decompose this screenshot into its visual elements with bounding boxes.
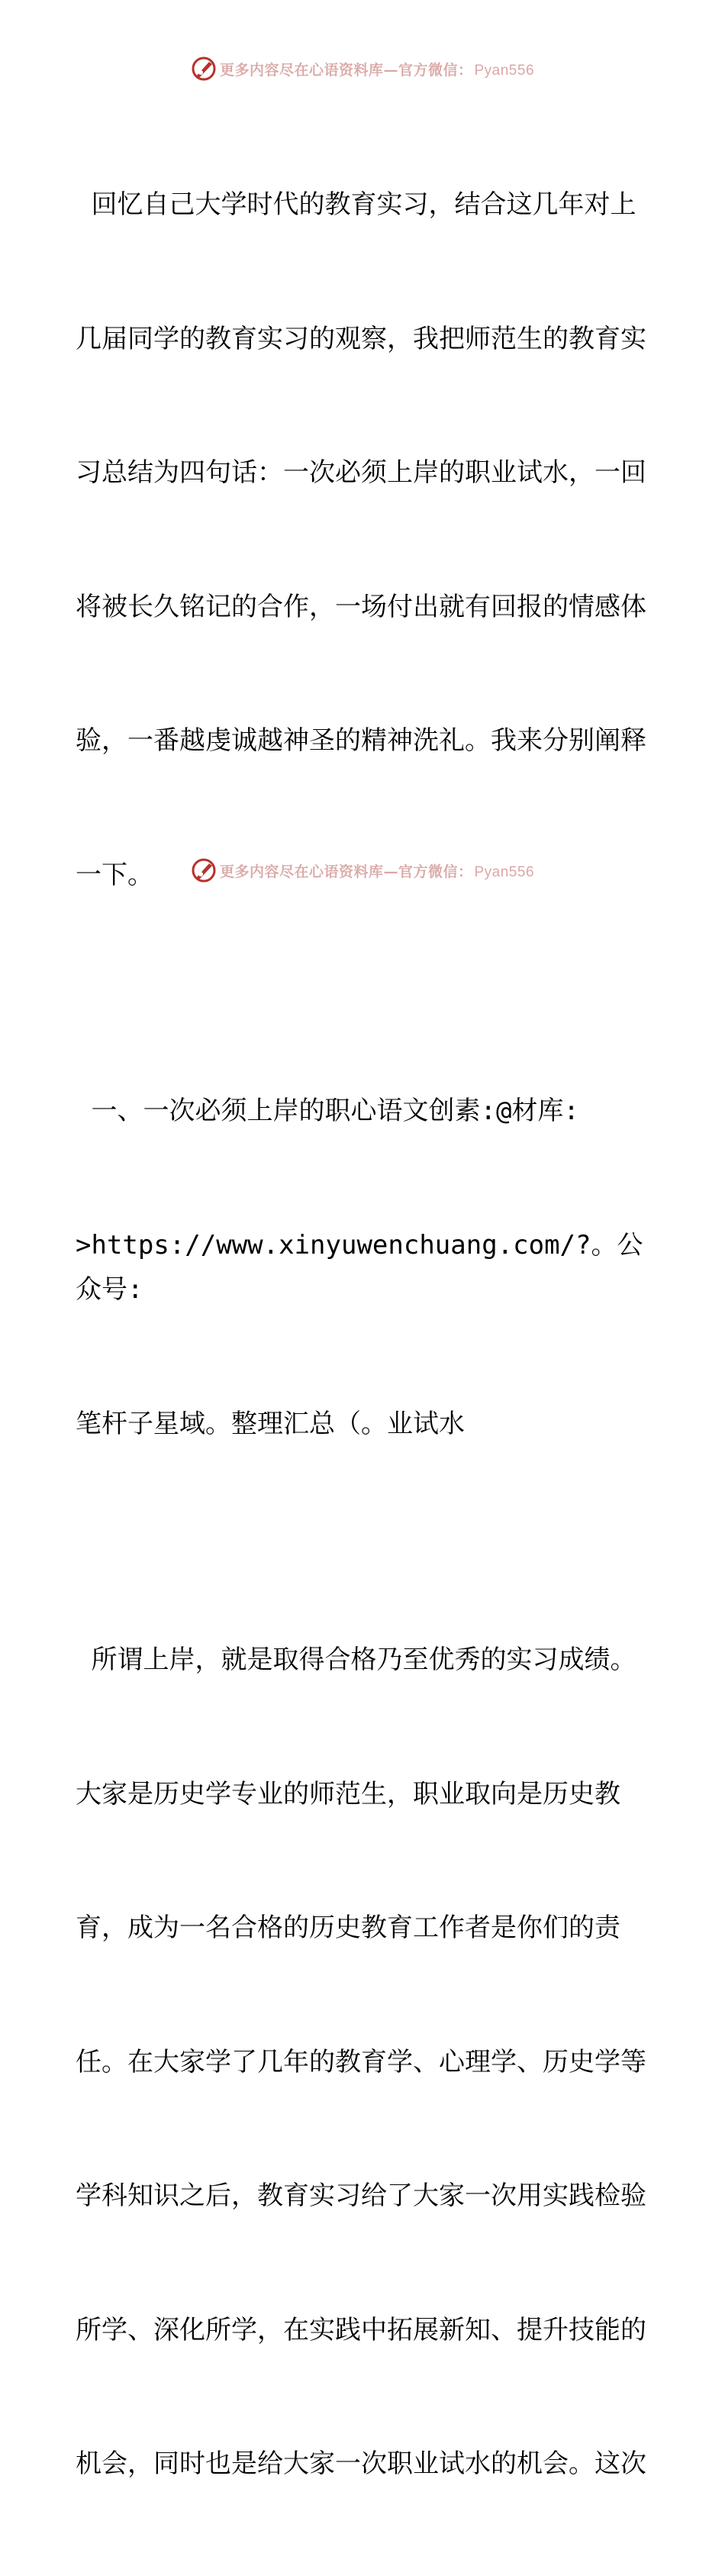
text-line: 验，一番越虔诚越神圣的精神洗礼。我来分别阐释 (76, 725, 646, 756)
text-line: 任。在大家学了几年的教育学、心理学、历史学等 (76, 2046, 646, 2077)
header-banner-label: 更多内容尽在心语资料库—官方微信： (219, 61, 473, 79)
document-body (76, 93, 656, 2576)
footer-banner (0, 855, 725, 886)
footer-wechat-id: Pyan556 (474, 864, 535, 880)
footer-banner-text (220, 860, 534, 881)
footer-banner-label: 更多内容尽在心语资料库—官方微信： (219, 863, 473, 880)
text-line: 所谓上岸，就是取得合格乃至优秀的实习成绩。 (76, 1645, 636, 1675)
text-line: 所学、深化所学，在实践中拓展新知、提升技能的 (76, 2314, 646, 2345)
brush-logo-icon (191, 56, 217, 82)
paragraph-body (76, 1548, 656, 2576)
text-line: 机会，同时也是给大家一次职业试水的机会。这次 (76, 2448, 646, 2479)
paragraph-gap (76, 986, 656, 999)
paragraph-gap (76, 1535, 656, 1548)
header-banner-text (220, 59, 534, 79)
text-line: 回忆自己大学时代的教育实习，结合这几年对上 (76, 189, 636, 220)
header-banner (0, 53, 725, 84)
text-line: 一下。 (76, 859, 153, 890)
paragraph-section-heading (76, 999, 656, 1535)
text-line: 大家是历史学专业的师范生，职业取向是历史教 (76, 1778, 620, 1809)
text-line: 将被长久铭记的合作，一场付出就有回报的情感体 (76, 591, 646, 622)
text-line: 育，成为一名合格的历史教育工作者是你们的责 (76, 1913, 620, 1943)
text-line: 学科知识之后，教育实习给了大家一次用实践检验 (76, 2181, 646, 2211)
text-line: 一、一次必须上岸的职心语文创素:@材库: (76, 1096, 579, 1126)
text-line: 几届同学的教育实习的观察，我把师范生的教育实 (76, 323, 646, 354)
header-wechat-id: Pyan556 (474, 62, 535, 79)
text-line: 习总结为四句话：一次必须上岸的职业试水，一回 (76, 457, 646, 488)
text-line: 笔杆子星域。整理汇总（。业试水 (76, 1408, 465, 1439)
text-line: >https://www.xinyuwenchuang.com/?。公众号: (76, 1229, 643, 1305)
paragraph-intro (76, 93, 656, 986)
brush-logo-icon (191, 857, 217, 883)
